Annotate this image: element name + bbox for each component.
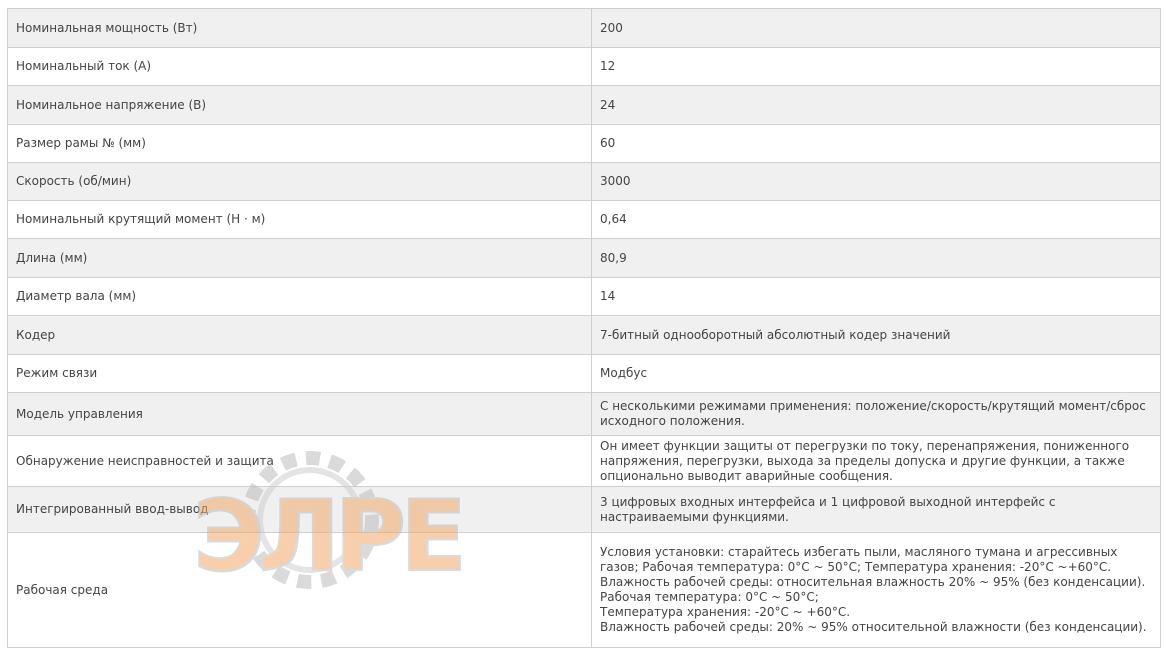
spec-value: 80,9	[592, 239, 1161, 278]
spec-value: С несколькими режимами применения: положение/скорость/крутящий момент/сброс исходного положения.	[592, 393, 1161, 436]
spec-label: Рабочая среда	[8, 533, 592, 648]
spec-row	[8, 9, 1161, 48]
spec-value: 3000	[592, 163, 1161, 201]
spec-row	[8, 436, 1161, 487]
spec-row	[8, 125, 1161, 163]
spec-row	[8, 201, 1161, 239]
spec-row	[8, 239, 1161, 278]
spec-row	[8, 393, 1161, 436]
spec-row	[8, 355, 1161, 393]
spec-row	[8, 533, 1161, 648]
spec-value: Условия установки: старайтесь избегать пыли, масляного тумана и агрессивных газов; Рабочая температура: 0°C ~ 50°C; Температура хранения: -20°C ~+60°C. Влажность рабочей среды: относительная влажность 20% ~ 95% (без конденсации). Рабочая температура: 0°C ~ 50°C; Температура хранения: -20°C ~ +60°C. Влажность рабочей среды: 20% ~ 95% относительной влажности (без конденсации).	[592, 533, 1161, 648]
spec-label: Скорость (об/мин)	[8, 163, 592, 201]
spec-row	[8, 487, 1161, 533]
logo-text: ЭЛРЕ	[193, 480, 462, 594]
specs-table	[7, 8, 1161, 648]
spec-label: Интегрированный ввод-вывод	[8, 487, 592, 533]
spec-label: Модель управления	[8, 393, 592, 436]
spec-label: Номинальный крутящий момент (Н · м)	[8, 201, 592, 239]
spec-value: Он имеет функции защиты от перегрузки по току, перенапряжения, пониженного напряжения, перегрузки, выхода за пределы допуска и другие функции, а также опционально выводит аварийные сообщения.	[592, 436, 1161, 487]
spec-row	[8, 316, 1161, 355]
spec-row	[8, 86, 1161, 125]
spec-label: Режим связи	[8, 355, 592, 393]
spec-row	[8, 278, 1161, 316]
spec-label: Номинальная мощность (Вт)	[8, 9, 592, 48]
spec-value: 3 цифровых входных интерфейса и 1 цифровой выходной интерфейс с настраиваемыми функциями.	[592, 487, 1161, 533]
spec-label: Номинальное напряжение (В)	[8, 86, 592, 125]
spec-row	[8, 163, 1161, 201]
spec-value: 24	[592, 86, 1161, 125]
spec-value: 0,64	[592, 201, 1161, 239]
spec-label: Номинальный ток (А)	[8, 48, 592, 86]
spec-value: 14	[592, 278, 1161, 316]
spec-value: 60	[592, 125, 1161, 163]
spec-value: 7-битный однооборотный абсолютный кодер значений	[592, 316, 1161, 355]
spec-value: Модбус	[592, 355, 1161, 393]
spec-value: 12	[592, 48, 1161, 86]
spec-label: Длина (мм)	[8, 239, 592, 278]
spec-row	[8, 48, 1161, 86]
spec-label: Кодер	[8, 316, 592, 355]
spec-label: Диаметр вала (мм)	[8, 278, 592, 316]
spec-label: Обнаружение неисправностей и защита	[8, 436, 592, 487]
spec-value: 200	[592, 9, 1161, 48]
spec-label: Размер рамы № (мм)	[8, 125, 592, 163]
